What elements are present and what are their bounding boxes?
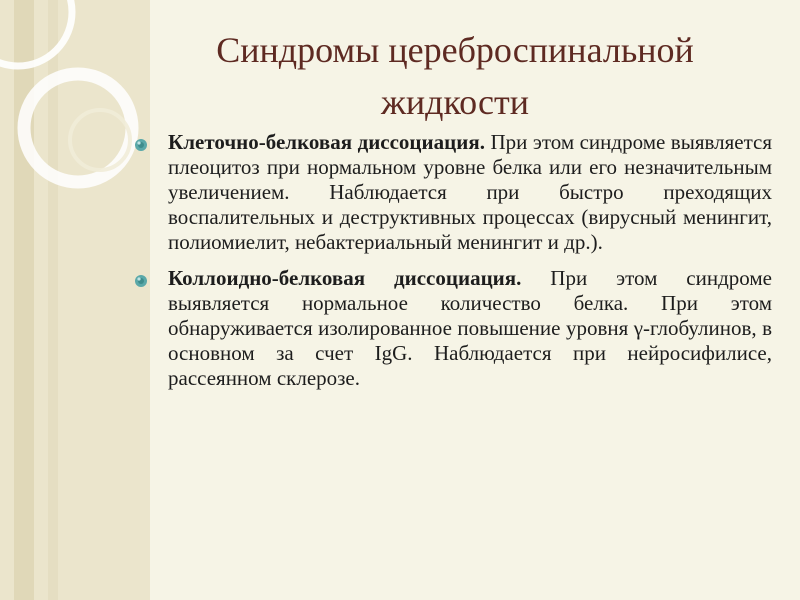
list-item-text bbox=[168, 266, 772, 391]
list-item-text bbox=[168, 130, 772, 255]
teal-dot-bullet-icon bbox=[134, 274, 148, 288]
bullet-list bbox=[134, 130, 772, 402]
list-item-body: При этом синдроме выявляется нормальное количество белка. При этом обнаруживается изолированное повышение уровня γ-глобулинов, в основном за счет IgG. Наблюдается при нейросифилисе, рассеянном склерозе. bbox=[168, 266, 772, 390]
list-item-body: При этом синдроме выявляется плеоцитоз при нормальном уровне белка или его незначительным увеличением. Наблюдается при быстро преходящих воспалительных и деструктивных процессах (вирусный менингит, полиомиелит, небактериальный менингит и др.). bbox=[168, 130, 772, 254]
slide-title: Синдромы цереброспинальной жидкости bbox=[216, 30, 694, 122]
list-item-lead: Клеточно-белковая диссоциация. bbox=[168, 130, 485, 154]
teal-dot-bullet-icon bbox=[134, 138, 148, 152]
list-item bbox=[134, 130, 772, 255]
list-item-lead: Коллоидно-белковая диссоциация. bbox=[168, 266, 522, 290]
list-item bbox=[134, 266, 772, 391]
